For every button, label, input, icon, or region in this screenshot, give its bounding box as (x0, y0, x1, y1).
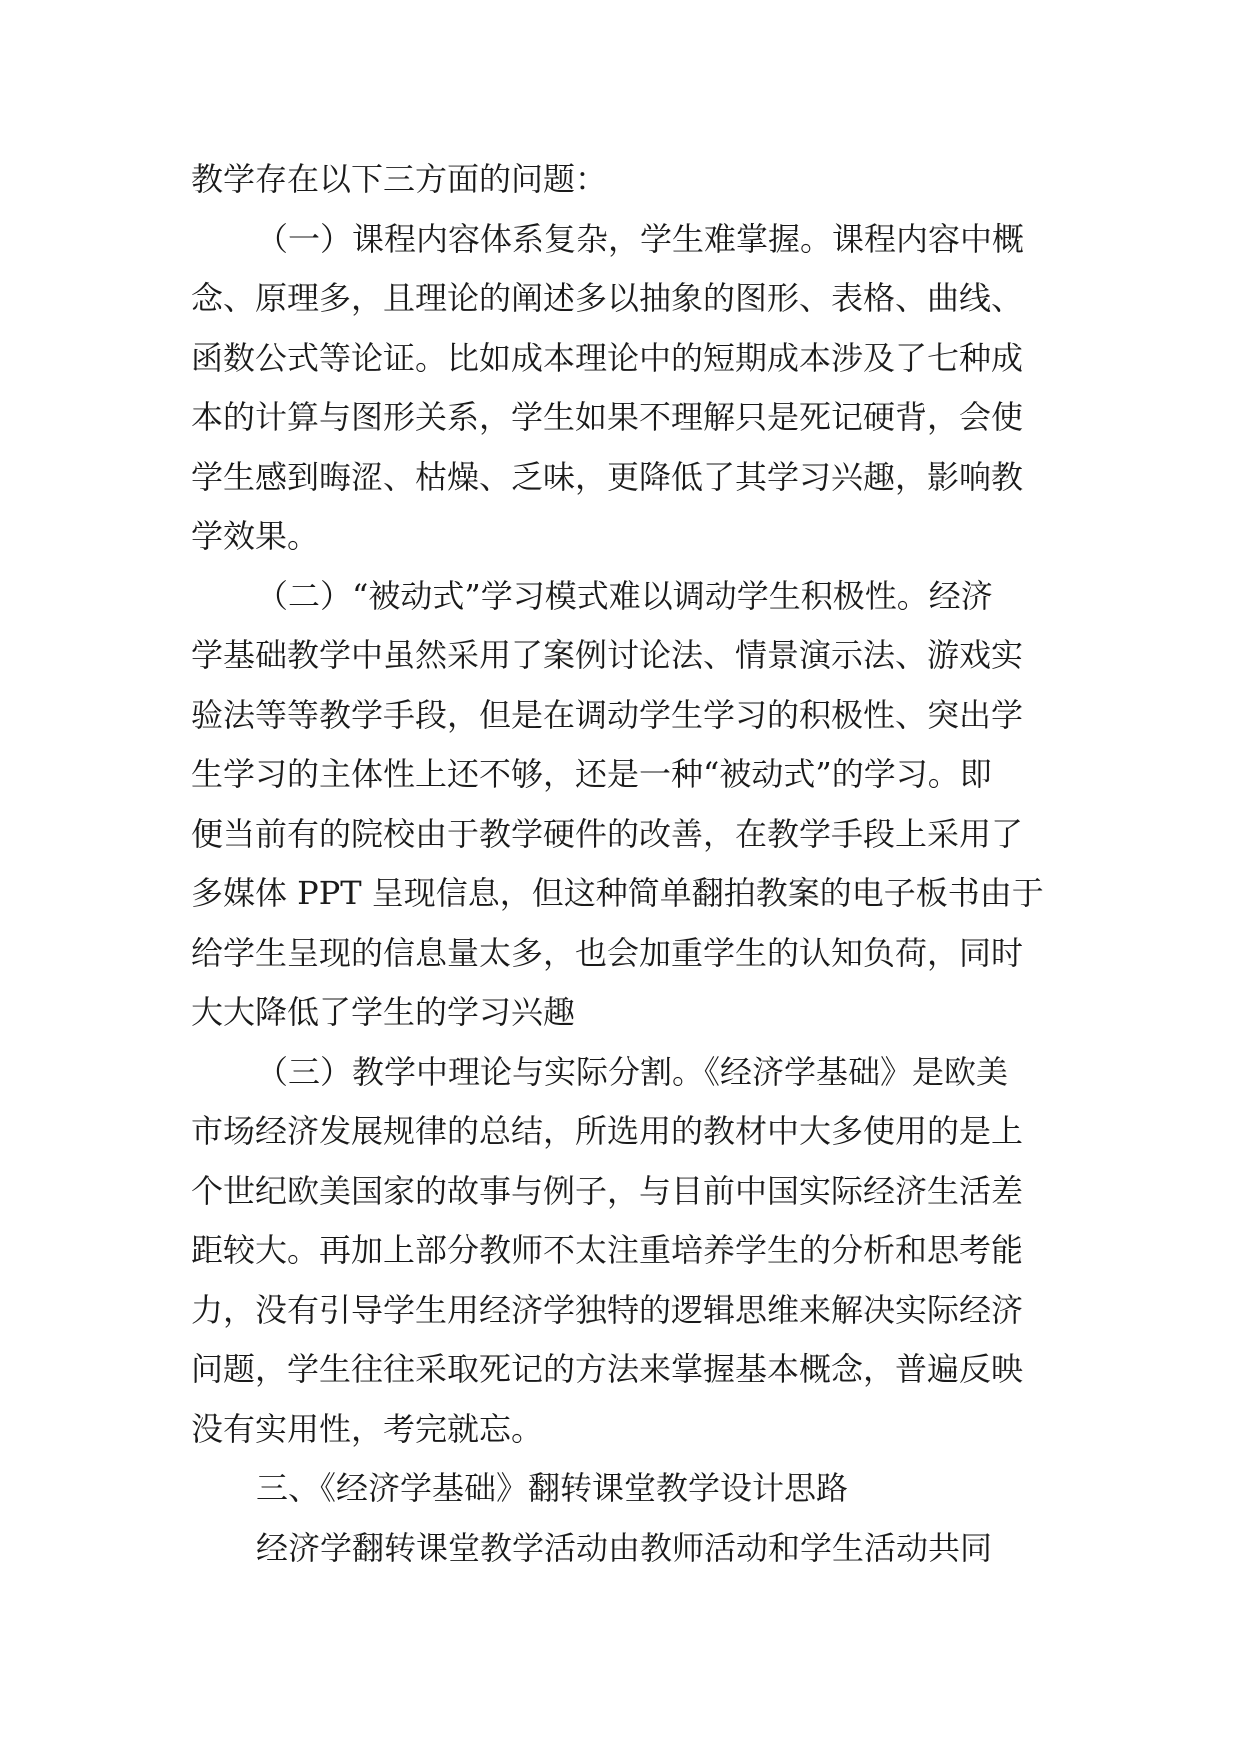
text-line: 教学存在以下三方面的问题： (191, 160, 608, 198)
text-line: （一）课程内容体系复杂，学生难掌握。课程内容中概 (256, 220, 1025, 258)
text-line: 念、原理多，且理论的阐述多以抽象的图形、表格、曲线、 (191, 279, 1024, 317)
text-line: 个世纪欧美国家的故事与例子，与目前中国实际经济生活差 (191, 1172, 1024, 1210)
text-line: （三）教学中理论与实际分割。《经济学基础》是欧美 (256, 1053, 1009, 1091)
text-line: 距较大。再加上部分教师不太注重培养学生的分析和思考能 (191, 1231, 1024, 1269)
text-line: 函数公式等论证。比如成本理论中的短期成本涉及了七种成 (191, 339, 1024, 377)
text-line: 生学习的主体性上还不够，还是一种“被动式”的学习。即 (191, 755, 992, 793)
text-line: 市场经济发展规律的总结，所选用的教材中大多使用的是上 (191, 1112, 1024, 1150)
text-line: 本的计算与图形关系，学生如果不理解只是死记硬背，会使 (191, 398, 1024, 436)
text-line: 验法等等教学手段，但是在调动学生学习的积极性、突出学 (191, 696, 1024, 734)
section-heading: 三、《经济学基础》翻转课堂教学设计思路 (256, 1469, 849, 1507)
text-line: 经济学翻转课堂教学活动由教师活动和学生活动共同 (256, 1529, 993, 1567)
text-line: 学生感到晦涩、枯燥、乏味，更降低了其学习兴趣，影响教 (191, 458, 1024, 496)
text-line: 给学生呈现的信息量太多，也会加重学生的认知负荷，同时 (191, 934, 1024, 972)
text-line: 力，没有引导学生用经济学独特的逻辑思维来解决实际经济 (191, 1291, 1024, 1329)
text-line: 多媒体 PPT 呈现信息，但这种简单翻拍教案的电子板书由于 (191, 874, 1044, 912)
text-line: 大大降低了学生的学习兴趣 (191, 993, 576, 1031)
text-line: 学效果。 (191, 517, 320, 555)
text-line: 没有实用性，考完就忘。 (191, 1410, 544, 1448)
text-line: （二）“被动式”学习模式难以调动学生积极性。经济 (256, 577, 993, 615)
text-line: 问题，学生往往采取死记的方法来掌握基本概念，普遍反映 (191, 1350, 1024, 1388)
text-line: 便当前有的院校由于教学硬件的改善，在教学手段上采用了 (191, 815, 1024, 853)
text-line: 学基础教学中虽然采用了案例讨论法、情景演示法、游戏实 (191, 636, 1024, 674)
